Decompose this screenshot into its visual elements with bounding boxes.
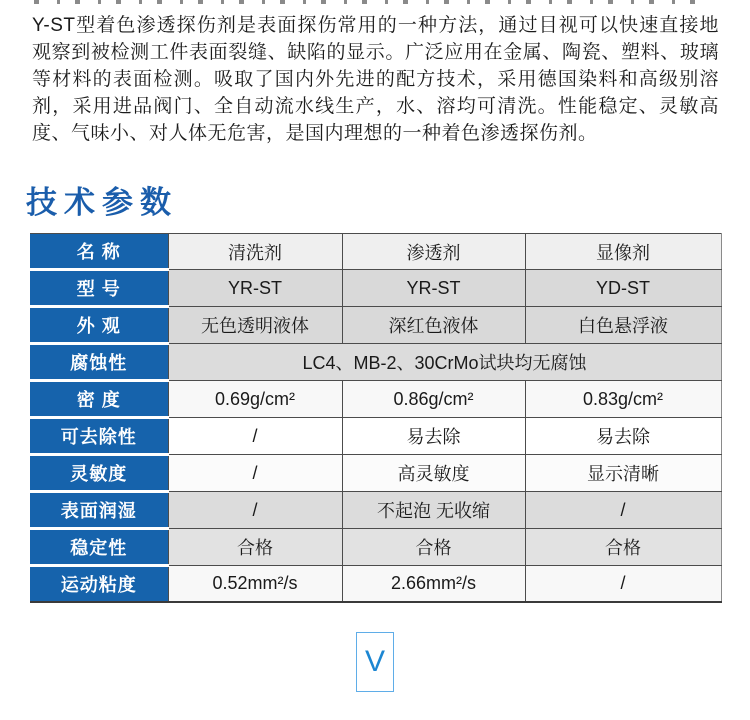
- row-label: 运动粘度: [30, 566, 168, 603]
- table-row-appearance: [30, 307, 721, 344]
- table-row-model: [30, 270, 721, 307]
- table-cell: /: [525, 492, 721, 529]
- table-cell: 易去除: [525, 418, 721, 455]
- table-cell: 渗透剂: [342, 234, 525, 270]
- table-row-removability: [30, 418, 721, 455]
- table-cell: /: [168, 418, 342, 455]
- table-row-density: [30, 381, 721, 418]
- table-cell: 合格: [525, 529, 721, 566]
- row-label: 可去除性: [30, 418, 168, 455]
- table-row-stability: [30, 529, 721, 566]
- table-cell: 白色悬浮液: [525, 307, 721, 344]
- table-cell: 显像剂: [525, 234, 721, 270]
- table-cell-merged: LC4、MB-2、30CrMo试块均无腐蚀: [168, 344, 721, 381]
- table-row-kinematic-viscosity: [30, 566, 721, 603]
- row-label: 型 号: [30, 270, 168, 307]
- row-label: 稳定性: [30, 529, 168, 566]
- section-title: 技术参数: [26, 185, 178, 220]
- table-cell: 高灵敏度: [342, 455, 525, 492]
- table-cell: 清洗剂: [168, 234, 342, 270]
- table-cell: 合格: [342, 529, 525, 566]
- table-cell: YD-ST: [525, 270, 721, 307]
- row-label: 腐蚀性: [30, 344, 168, 381]
- clipped-text-top: [34, 0, 710, 4]
- expand-button[interactable]: [356, 632, 394, 692]
- expand-section: [0, 632, 750, 692]
- table-cell: 2.66mm²/s: [342, 566, 525, 603]
- row-label: 名 称: [30, 234, 168, 270]
- table-cell: 0.52mm²/s: [168, 566, 342, 603]
- chevron-down-icon: V: [364, 645, 385, 678]
- table-cell: 无色透明液体: [168, 307, 342, 344]
- table-cell: 合格: [168, 529, 342, 566]
- table-cell: /: [168, 455, 342, 492]
- table-cell: 易去除: [342, 418, 525, 455]
- table-row-name: [30, 234, 721, 270]
- row-label: 灵敏度: [30, 455, 168, 492]
- spec-table: [30, 233, 722, 603]
- table-row-corrosivity: [30, 344, 721, 381]
- table-row-sensitivity: [30, 455, 721, 492]
- table-cell: /: [525, 566, 721, 603]
- table-cell: 0.69g/cm²: [168, 381, 342, 418]
- table-cell: 不起泡 无收缩: [342, 492, 525, 529]
- table-cell: 0.83g/cm²: [525, 381, 721, 418]
- row-label: 外 观: [30, 307, 168, 344]
- table-row-surface-wetting: [30, 492, 721, 529]
- product-description: Y-ST型着色渗透探伤剂是表面探伤常用的一种方法，通过目视可以快速直接地观察到被检测工件表面裂缝、缺陷的显示。广泛应用在金属、陶瓷、塑料、玻璃等材料的表面检测。吸取了国内外先进的配方技术，采用德国染料和高级别溶剂，采用进品阀门、全自动流水线生产，水、溶均可清洗。性能稳定、灵敏高度、气味小、对人体无危害，是国内理想的一种着色渗透探伤剂。: [32, 15, 719, 144]
- table-cell: 深红色液体: [342, 307, 525, 344]
- table-cell: 0.86g/cm²: [342, 381, 525, 418]
- table-cell: 显示清晰: [525, 455, 721, 492]
- table-cell: /: [168, 492, 342, 529]
- row-label: 表面润湿: [30, 492, 168, 529]
- table-cell: YR-ST: [168, 270, 342, 307]
- table-cell: YR-ST: [342, 270, 525, 307]
- row-label: 密 度: [30, 381, 168, 418]
